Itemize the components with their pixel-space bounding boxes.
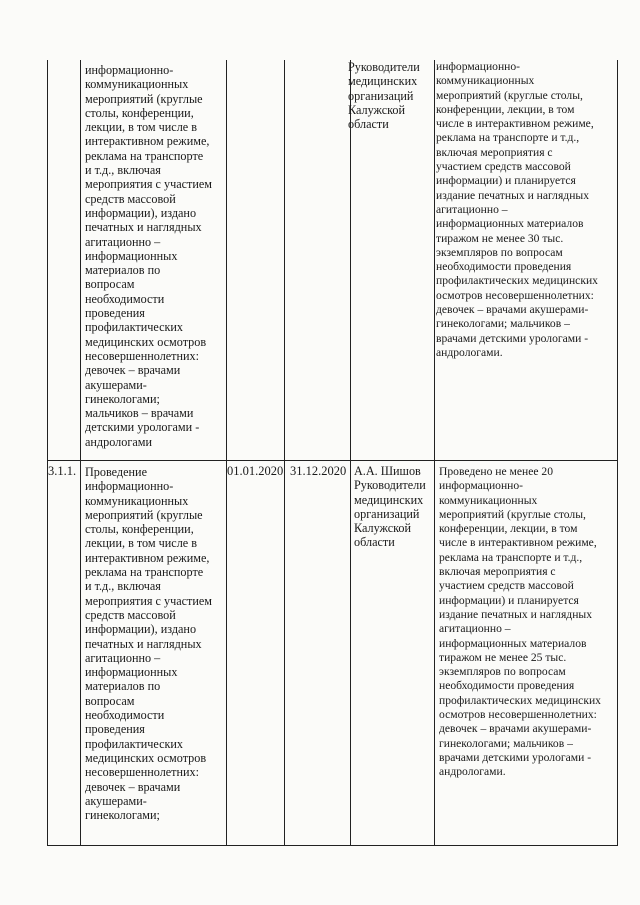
- column-divider: [350, 60, 351, 846]
- column-divider: [226, 60, 227, 846]
- start-date: 01.01.2020: [227, 464, 284, 478]
- table-border-left: [47, 60, 48, 846]
- table-border-bottom: [47, 845, 618, 846]
- document-table: [47, 60, 618, 846]
- responsible-cell: А.А. Шишов Руководители медицинских организаций Калужской области: [354, 464, 426, 550]
- measure-cell: информационно- коммуникационных мероприятий (круглые столы, конференции, лекции, в том числе в интерактивном режиме, реклама на транспорте и т.д., включая мероприятия с участием средств массовой информации), издано печатных и наглядных агитационно – информационных материалов по вопросам необходимости проведения профилактических медицинских осмотров несовершеннолетних: девочек – врачами акушерами- гинекологами; мальчиков – врачами детскими урологами - андрологами: [85, 63, 213, 449]
- result-cell: информационно- коммуникационных мероприятий (круглые столы, конференции, лекции, в том числе в интерактивном режиме, реклама на транспорте и т.д., включая мероприятия с участием средств массовой информации) и планируется издание печатных и наглядных агитационно – информационных материалов тиражом не менее 30 тыс. экземпляров по вопросам необходимости проведения профилактических медицинских осмотров несовершеннолетних: девочек – врачами акушерами- гинекологами; мальчиков – врачами детскими урологами - андрологами.: [436, 60, 598, 359]
- result-cell: Проведено не менее 20 информационно- коммуникационных мероприятий (круглые столы, конференции, лекции, в том числе в интерактивном режиме, реклама на транспорте и т.д., включая мероприятия с участием средств массовой информации) и планируется издание печатных и наглядных агитационно – информационных материалов тиражом не менее 25 тыс. экземпляров по вопросам необходимости проведения профилактических медицинских осмотров несовершеннолетних: девочек – врачами акушерами- гинекологами; мальчиков – врачами детскими урологами - андрологами.: [439, 465, 601, 779]
- measure-cell: Проведение информационно- коммуникационных мероприятий (круглые столы, конференции, лекции, в том числе в интерактивном режиме, реклама на транспорте и т.д., включая мероприятия с участием средств массовой информации), издано печатных и наглядных агитационно – информационных материалов по вопросам необходимости проведения профилактических медицинских осмотров несовершеннолетних: девочек – врачами акушерами- гинекологами;: [85, 465, 213, 823]
- responsible-cell: Руководители медицинских организаций Калужской области: [348, 60, 420, 132]
- row-number: 3.1.1.: [48, 464, 77, 478]
- end-date: 31.12.2020: [290, 464, 347, 478]
- column-divider: [434, 60, 435, 846]
- column-divider: [80, 60, 81, 846]
- column-divider: [284, 60, 285, 846]
- row-divider: [47, 460, 618, 461]
